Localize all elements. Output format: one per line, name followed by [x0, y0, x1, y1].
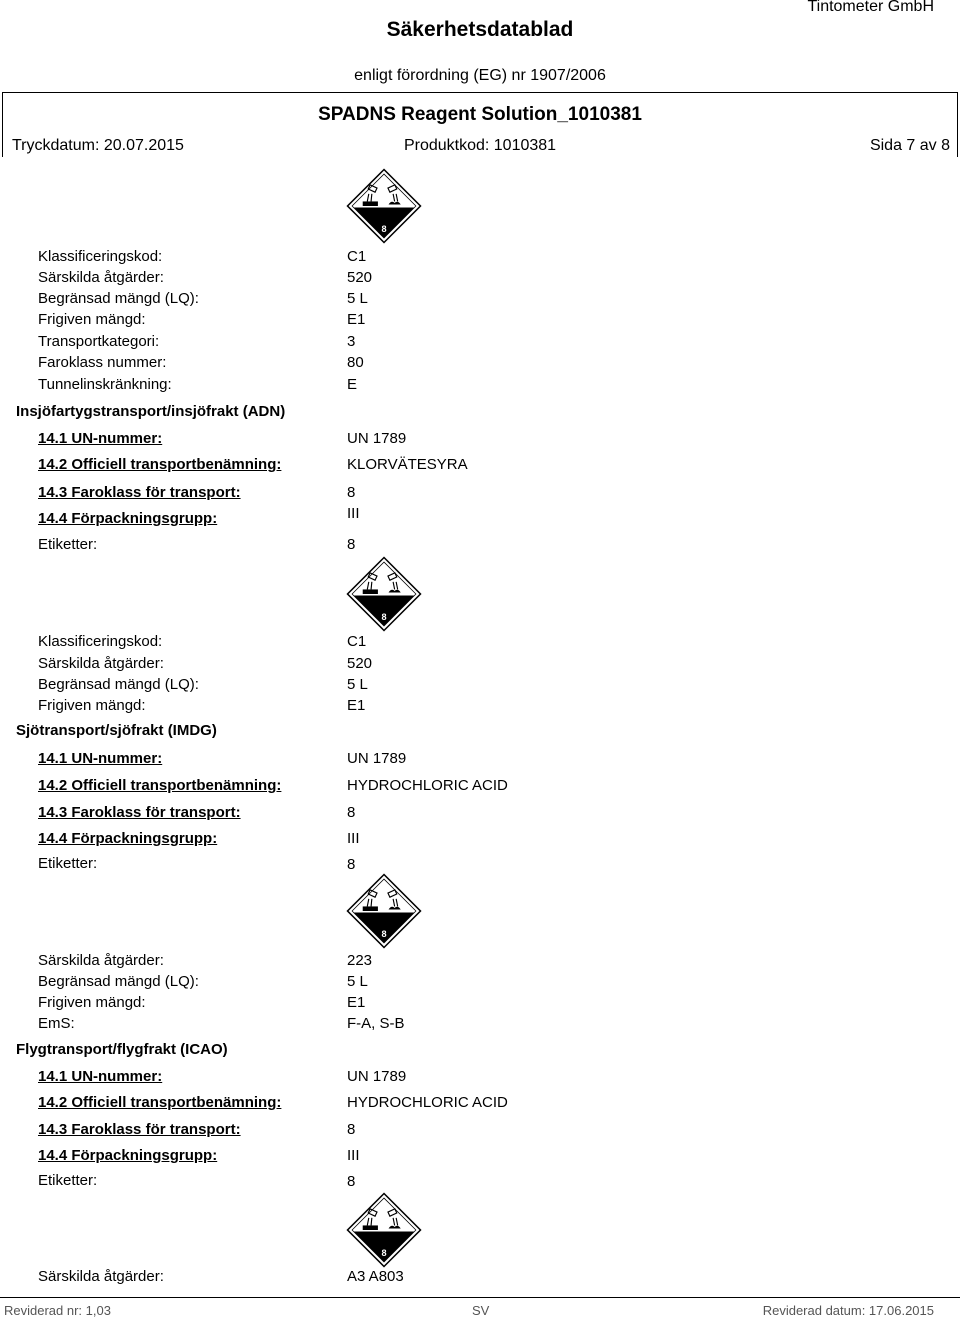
corrosive-hazard-icon — [346, 873, 422, 949]
excepted-quantity-value: E1 — [347, 311, 366, 328]
imdg-limited-quantity-label: Begränsad mängd (LQ): — [38, 973, 199, 990]
adn-shipping-name-label: 14.2 Officiell transportbenämning: — [38, 456, 282, 473]
adn-limited-quantity-value: 5 L — [347, 676, 368, 693]
adn-special-provisions-label: Särskilda åtgärder: — [38, 655, 164, 672]
product-code: Produktkod: 1010381 — [403, 137, 557, 154]
corrosive-hazard-icon — [346, 168, 422, 244]
classification-code-value: C1 — [347, 248, 367, 265]
adn-limited-quantity-label: Begränsad mängd (LQ): — [38, 676, 199, 693]
company-name: Tintometer GmbH — [807, 0, 934, 15]
imdg-ems-value: F-A, S-B — [347, 1015, 405, 1032]
adn-hazard-class-label: 14.3 Faroklass för transport: — [38, 484, 241, 501]
imdg-special-provisions-label: Särskilda åtgärder: — [38, 952, 164, 969]
imdg-un-number-label: 14.1 UN-nummer: — [38, 750, 163, 767]
transport-category-value: 3 — [347, 333, 356, 350]
adn-classification-code-value: C1 — [347, 633, 367, 650]
imdg-labels-label: Etiketter: — [38, 855, 98, 872]
regulation-subtitle: enligt förordning (EG) nr 1907/2006 — [354, 67, 606, 84]
adn-excepted-quantity-value: E1 — [347, 697, 366, 714]
adn-labels-value: 8 — [347, 536, 356, 553]
icao-hazard-class-value: 8 — [347, 1121, 356, 1138]
adn-un-number-value: UN 1789 — [347, 430, 407, 447]
hazard-number-value: 80 — [347, 354, 364, 371]
imdg-packing-group-value: III — [347, 830, 360, 847]
transport-category-label: Transportkategori: — [38, 333, 160, 350]
adn-shipping-name-value: KLORVÄTESYRA — [347, 456, 468, 473]
adn-excepted-quantity-label: Frigiven mängd: — [38, 697, 146, 714]
revision-date: Reviderad datum: 17.06.2015 — [762, 1303, 934, 1318]
imdg-shipping-name-value: HYDROCHLORIC ACID — [347, 777, 508, 794]
adn-classification-code-label: Klassificeringskod: — [38, 633, 163, 650]
hazard-class-number: 8 — [381, 611, 387, 622]
icao-un-number-value: UN 1789 — [347, 1068, 407, 1085]
limited-quantity-label: Begränsad mängd (LQ): — [38, 290, 199, 307]
icao-labels-value: 8 — [347, 1173, 356, 1190]
hazard-number-label: Faroklass nummer: — [38, 354, 167, 371]
document-title: Säkerhetsdatablad — [386, 18, 574, 41]
adn-un-number-label: 14.1 UN-nummer: — [38, 430, 163, 447]
icao-un-number-label: 14.1 UN-nummer: — [38, 1068, 163, 1085]
icao-labels-label: Etiketter: — [38, 1172, 98, 1189]
imdg-heading: Sjötransport/sjöfrakt (IMDG) — [16, 722, 217, 739]
hazard-class-number: 8 — [381, 928, 387, 939]
limited-quantity-value: 5 L — [347, 290, 368, 307]
icao-packing-group-label: 14.4 Förpackningsgrupp: — [38, 1147, 218, 1164]
imdg-limited-quantity-value: 5 L — [347, 973, 368, 990]
imdg-hazard-class-value: 8 — [347, 804, 356, 821]
icao-shipping-name-label: 14.2 Officiell transportbenämning: — [38, 1094, 282, 1111]
revision-number: Reviderad nr: 1,03 — [4, 1303, 111, 1318]
imdg-shipping-name-label: 14.2 Officiell transportbenämning: — [38, 777, 282, 794]
print-date: Tryckdatum: 20.07.2015 — [12, 137, 184, 154]
corrosive-hazard-icon — [346, 556, 422, 632]
icao-special-provisions-label: Särskilda åtgärder: — [38, 1268, 164, 1285]
excepted-quantity-label: Frigiven mängd: — [38, 311, 146, 328]
adn-labels-label: Etiketter: — [38, 536, 98, 553]
adn-heading: Insjöfartygstransport/insjöfrakt (ADN) — [16, 403, 286, 420]
imdg-packing-group-label: 14.4 Förpackningsgrupp: — [38, 830, 218, 847]
language-code: SV — [472, 1303, 490, 1318]
classification-code-label: Klassificeringskod: — [38, 248, 163, 265]
icao-hazard-class-label: 14.3 Faroklass för transport: — [38, 1121, 241, 1138]
adn-hazard-class-value: 8 — [347, 484, 356, 501]
imdg-excepted-quantity-label: Frigiven mängd: — [38, 994, 146, 1011]
icao-special-provisions-value: A3 A803 — [347, 1268, 404, 1285]
adn-special-provisions-value: 520 — [347, 655, 373, 672]
imdg-labels-value: 8 — [347, 856, 356, 873]
hazard-class-number: 8 — [381, 1247, 387, 1258]
imdg-special-provisions-value: 223 — [347, 952, 373, 969]
special-provisions-label: Särskilda åtgärder: — [38, 269, 164, 286]
corrosive-hazard-icon — [346, 1192, 422, 1268]
page-number: Sida 7 av 8 — [869, 137, 950, 154]
imdg-ems-label: EmS: — [38, 1015, 75, 1032]
hazard-class-number: 8 — [381, 223, 387, 234]
tunnel-restriction-value: E — [347, 376, 358, 393]
product-name: SPADNS Reagent Solution_1010381 — [318, 104, 642, 125]
icao-shipping-name-value: HYDROCHLORIC ACID — [347, 1094, 508, 1111]
imdg-hazard-class-label: 14.3 Faroklass för transport: — [38, 804, 241, 821]
adn-packing-group-label: 14.4 Förpackningsgrupp: — [38, 510, 218, 527]
imdg-un-number-value: UN 1789 — [347, 750, 407, 767]
imdg-excepted-quantity-value: E1 — [347, 994, 366, 1011]
tunnel-restriction-label: Tunnelinskränkning: — [38, 376, 172, 393]
icao-heading: Flygtransport/flygfrakt (ICAO) — [16, 1041, 228, 1058]
footer-divider — [0, 1297, 960, 1298]
icao-packing-group-value: III — [347, 1147, 360, 1164]
adn-packing-group-value: III — [347, 505, 360, 522]
special-provisions-value: 520 — [347, 269, 373, 286]
